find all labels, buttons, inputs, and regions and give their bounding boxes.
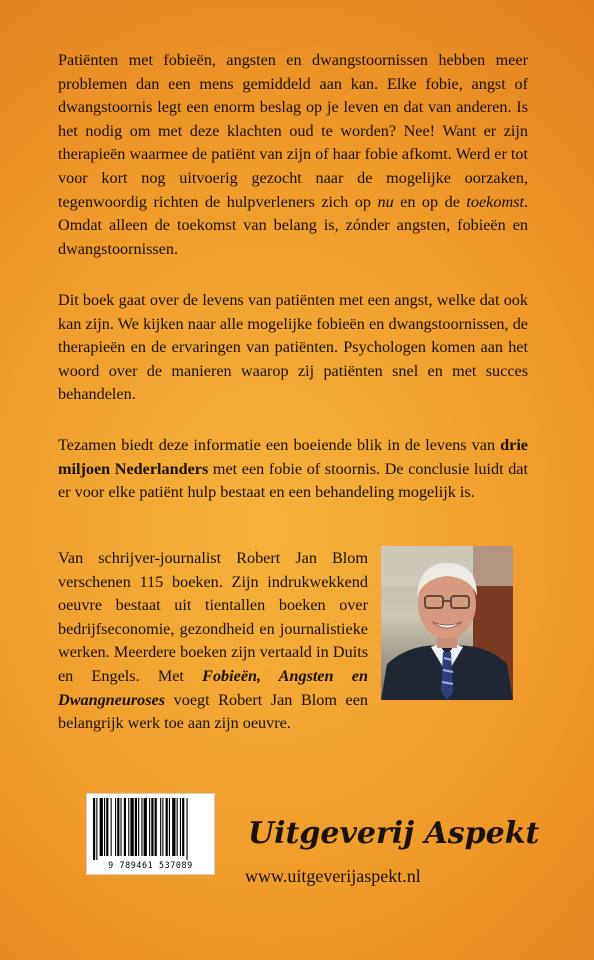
barcode-bar xyxy=(135,798,137,856)
blurb-p3-bold-phrase: drie miljoen Nederlanders xyxy=(58,436,528,478)
author-bio-text-b: voegt Robert Jan Blom een belangrijk werk toe aan zijn oeuvre. xyxy=(58,690,368,733)
barcode-bar xyxy=(121,798,122,856)
barcode-bar xyxy=(169,798,170,856)
publisher-logo-icon xyxy=(246,807,540,857)
barcode-bar xyxy=(93,798,95,860)
blurb-paragraph-2: Dit boek gaat over de levens van patiënten met een angst, welke dat ook kan zijn. We kijken naar alle mogelijke fobieën en dwangstoornissen, de therapieën en de ervaringen van patiënten. Psychologen komen aan het woord over de manieren waarop zij patiënten snel en met succes behandelen. xyxy=(58,291,528,404)
publisher-logo xyxy=(246,807,540,857)
author-bio-text-a: Van schrijver-journalist Robert Jan Blom verschenen 115 boeken. Zijn indrukwekkend oeuvre bestaat uit tientallen boeken over bedrijfseconomie, gezondheid en journalistieke werken. Meerdere boeken zijn vertaald in Duits en Engels. Met xyxy=(58,549,368,685)
barcode-bar xyxy=(155,798,157,856)
author-portrait-icon xyxy=(381,546,513,700)
barcode-bar xyxy=(96,798,97,860)
blurb-p3-text-b: met een fobie of stoornis. De conclusie luidt dat er voor elke patiënt hulp bestaat en een behandeling mogelijk is. xyxy=(58,459,528,502)
barcode-bar xyxy=(166,798,168,856)
barcode-bars-icon xyxy=(87,794,214,860)
barcode-bar xyxy=(111,798,112,856)
barcode-bar xyxy=(128,798,129,856)
barcode-bar xyxy=(162,798,163,856)
barcode-bar xyxy=(149,798,150,856)
barcode-bar xyxy=(144,798,147,856)
barcode-bar xyxy=(104,798,105,856)
barcode-bar xyxy=(187,798,188,860)
svg-text:Uitgeverij Aspekt: Uitgeverij Aspekt xyxy=(248,816,540,851)
blurb-p1-text-a: Patiënten met fobieën, angsten en dwangstoornissen hebben meer problemen dan een mens gemiddeld aan kan. Elke fobie, angst of dwangstoornis legt een enorm beslag op je leven en dat van anderen. Is het nodig om met deze klachten oud te worden? Nee! Want er zijn therapieën waarmee de patiënt van zijn of haar fobie afkomt. Werd er tot voor kort nog uitvoerig gezocht naar de mogelijke oorzaken, tegenwoordig richten de hulpverleners zich op xyxy=(58,51,528,211)
barcode-bar xyxy=(138,798,139,856)
blurb-p1-text-b: en op de xyxy=(393,192,467,211)
author-bio-book-title: Fobieën, Angsten en Dwangneuroses xyxy=(58,666,368,709)
barcode-bar xyxy=(141,798,142,856)
barcode-bar xyxy=(180,798,181,856)
isbn-barcode xyxy=(86,793,215,875)
barcode-bar xyxy=(172,798,175,856)
blurb-p1-emphasis-toekomst: toekomst xyxy=(466,192,524,211)
author-photo xyxy=(381,546,513,700)
author-bio xyxy=(58,547,368,736)
blurb-paragraph-3 xyxy=(58,434,528,505)
barcode-bar xyxy=(160,798,161,856)
barcode-bar xyxy=(106,798,108,856)
isbn-digits: 9 789461 537089 xyxy=(108,860,193,870)
blurb-paragraph-1 xyxy=(58,49,528,261)
barcode-bar xyxy=(151,798,153,856)
barcode-bar xyxy=(100,798,103,856)
blurb-p1-text-c: . Omdat alleen de toekomst van belang is, zónder angsten, fobieën en dwangstoornissen. xyxy=(58,192,528,258)
blurb-p3-text-a: Tezamen biedt deze informatie een boeiende blik in de levens van xyxy=(58,436,501,454)
blurb-p1-emphasis-nu: nu xyxy=(377,192,394,211)
barcode-bar xyxy=(115,798,116,856)
barcode-bar xyxy=(117,798,119,856)
publisher-website[interactable]: www.uitgeverijaspekt.nl xyxy=(245,866,421,886)
barcode-bar xyxy=(182,798,184,856)
barcode-bar xyxy=(177,798,178,856)
barcode-bar xyxy=(130,798,133,856)
barcode-bar xyxy=(124,798,126,856)
